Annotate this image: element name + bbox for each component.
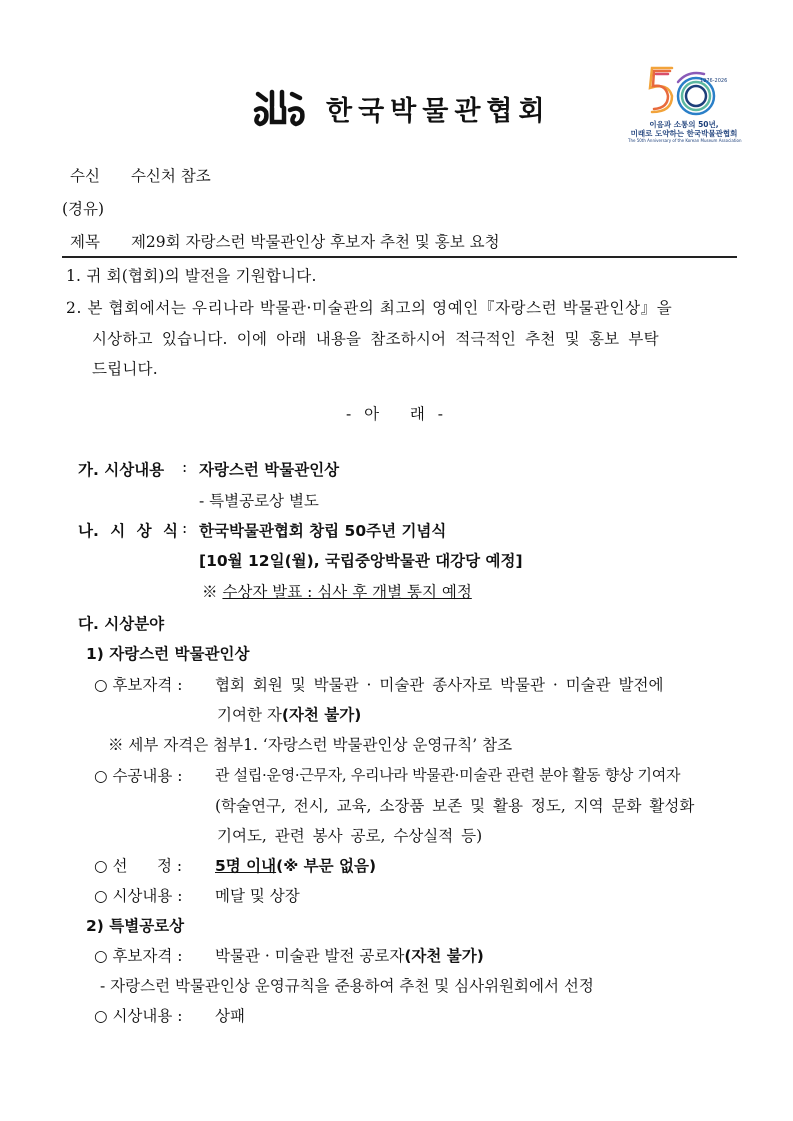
award1-eligibility-label: ○ 후보자격 : [94,676,183,694]
section-na-colon: : [182,519,188,537]
50th-anniversary-logo [628,62,740,154]
no-self-nomination: (자천 불가) [281,706,362,724]
paragraph-2-line-3: 드립니다. [92,360,158,378]
recipient-value: 수신처 참조 [130,167,211,185]
association-emblem-icon [252,88,310,128]
award2-rule-note: - 자랑스런 박물관인상 운영규칙을 준용하여 추천 및 심사위원회에서 선정 [100,977,594,995]
award1-eligibility-line2 [217,703,361,725]
award1-prize-label: ○ 시상내용 : [94,887,183,905]
section-na-value-2: [10월 12일(월), 국립중앙박물관 대강당 예정] [199,552,523,570]
award1-achievement-line3: 기여도, 관련 봉사 공로, 수상실적 등) [217,827,483,845]
award1-selection-label: ○ 선 정 : [94,857,183,875]
award2-title: 2) 특별공로상 [86,917,185,935]
section-ga-value: 자랑스런 박물관인상 [199,461,340,479]
below-heading: - 아 래 - [345,405,448,423]
section-na-label: 나. 시 상 식 [78,522,178,540]
header-divider [62,256,737,258]
award1-detail-note: ※ 세부 자격은 첨부1. ‘자랑스런 박물관인상 운영규칙’ 참조 [108,736,513,754]
section-na-note [202,580,472,602]
section-na-value: 한국박물관협회 창립 50주년 기념식 [199,522,447,540]
anniversary-50-icon [638,62,730,120]
award1-selection-value [215,854,376,876]
reference-mark: ※ [202,583,218,601]
subject-label: 제목 [70,233,100,251]
paragraph-1: 1. 귀 회(협회)의 발전을 기원합니다. [66,267,317,285]
award1-prize-value: 메달 및 상장 [215,887,300,905]
paragraph-2-line-1: 2. 본 협회에서는 우리나라 박물관·미술관의 최고의 영예인『자랑스런 박물관인상』을 [66,299,673,317]
svg-text:1976-2026: 1976-2026 [700,78,728,84]
eligibility-text: 박물관 · 미술관 발전 공로자 [215,947,405,965]
subject-value: 제29회 자랑스런 박물관인상 후보자 추천 및 홍보 요청 [130,233,500,251]
logo-tagline-line2: 미래로 도약하는 한국박물관협회 [630,129,738,138]
subject-line [70,230,500,252]
award1-achievement-label: ○ 수공내용 : [94,767,183,785]
section-ga-label: 가. 시상내용 [78,461,165,479]
award2-eligibility-value [215,944,484,966]
logo-tagline-line1: 이음과 소통의 50년, [649,120,719,129]
selection-note: (※ 부문 없음) [276,857,377,875]
section-da-label: 다. 시상분야 [78,615,165,633]
no-self-nomination: (자천 불가) [404,947,484,965]
award1-achievement-line1: 관 설립·운영·근무자, 우리나라 박물관·미술관 관련 분야 활동 향상 기여자 [215,766,681,784]
announcement-note: 수상자 발표 : 심사 후 개별 통지 예정 [222,583,472,601]
section-ga-sub: - 특별공로상 별도 [199,492,319,510]
award2-prize-label: ○ 시상내용 : [94,1007,183,1025]
award1-title: 1) 자랑스런 박물관인상 [86,645,250,663]
section-ga-colon: : [182,458,188,476]
paragraph-2-line-2: 시상하고 있습니다. 이에 아래 내용을 참조하시어 적극적인 추천 및 홍보 부탁 [92,330,659,348]
award2-prize-value: 상패 [215,1007,245,1025]
via-label: (경유) [62,200,105,218]
award1-achievement-line2: (학술연구, 전시, 교육, 소장품 보존 및 활용 정도, 지역 문화 활성화 [215,797,695,815]
organization-name: 한국박물관협회 [326,95,551,127]
recipient-label: 수신 [70,167,100,185]
award1-eligibility-line1: 협회 회원 및 박물관 · 미술관 종사자로 박물관 · 미술관 발전에 [215,676,664,694]
selection-count: 5명 이내 [215,857,277,875]
recipient-line [70,164,211,186]
logo-tagline-english: The 50th Anniversary of the Korean Museum Association [628,138,742,143]
document-header [252,88,551,128]
award2-eligibility-label: ○ 후보자격 : [94,947,183,965]
eligibility-text: 기여한 자 [217,706,282,724]
